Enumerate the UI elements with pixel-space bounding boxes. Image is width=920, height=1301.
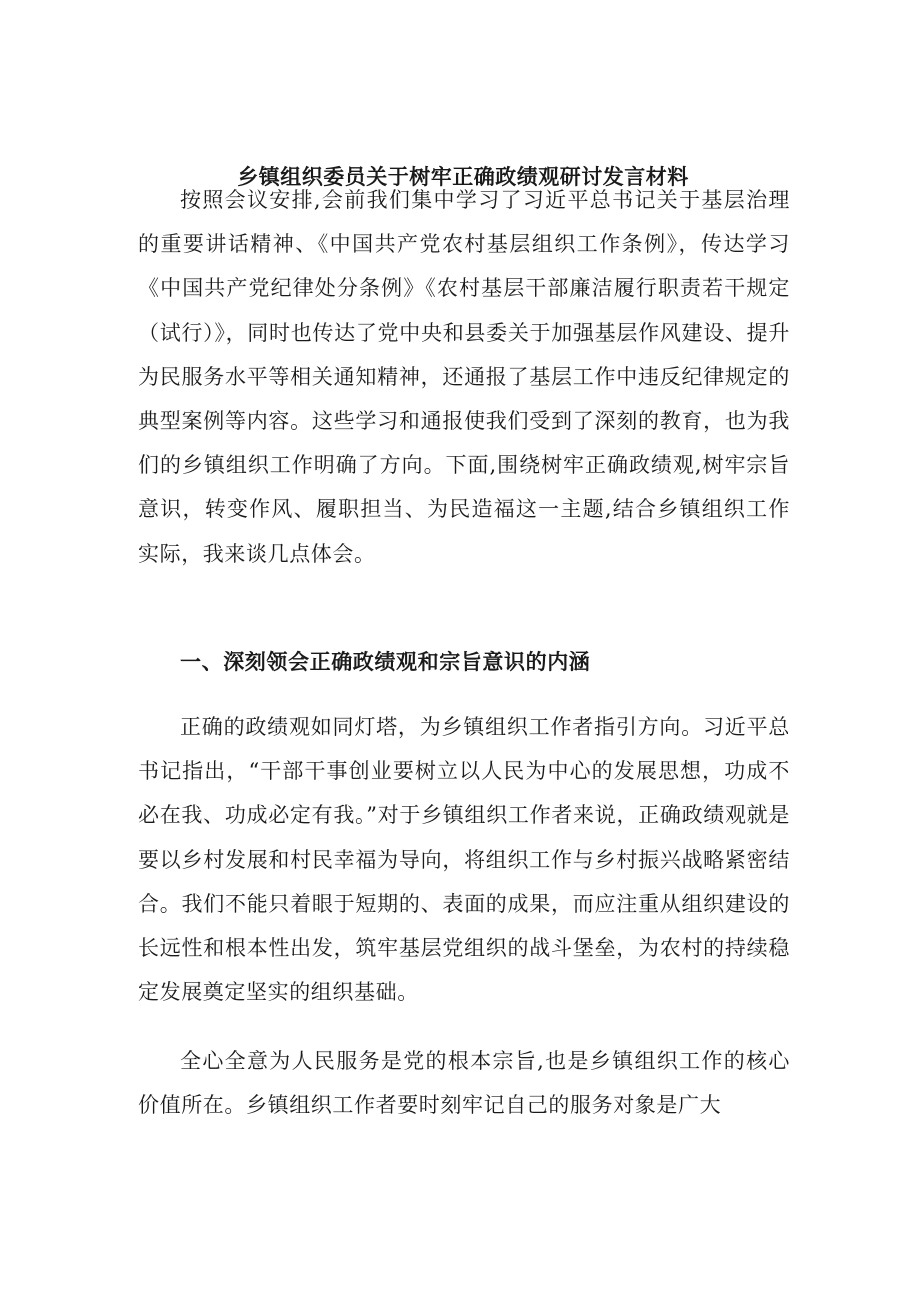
document-title: 乡镇组织委员关于树牢正确政绩观研讨发言材料 bbox=[237, 164, 689, 190]
section-heading: 一、深刻领会正确政绩观和宗旨意识的内涵 bbox=[180, 649, 591, 674]
section-paragraph-1: 正确的政绩观如同灯塔，为乡镇组织工作者指引方向。习近平总书记指出，“干部干事创业要树立以人民为中心的发展思想，功成不必在我、功成必定有我。”对于乡镇组织工作者来说，正确政绩观就是要以乡村发展和村民幸福为导向，将组织工作与乡村振兴战略紧密结合。我们不能只着眼于短期的、表面的成果，而应注重从组织建设的长远性和根本性出发，筑牢基层党组织的战斗堡垒，为农村的持续稳定发展奠定坚实的组织基础。 bbox=[138, 715, 790, 1005]
section-paragraph-2: 全心全意为人民服务是党的根本宗旨,也是乡镇组织工作的核心价值所在。乡镇组织工作者要时刻牢记自己的服务对象是广大 bbox=[138, 1049, 790, 1118]
intro-paragraph: 按照会议安排,会前我们集中学习了习近平总书记关于基层治理的重要讲话精神、《中国共产党农村基层组织工作条例》，传达学习《中国共产党纪律处分条例》《农村基层干部廉洁履行职责若干规定（试行）》，同时也传达了党中央和县委关于加强基层作风建设、提升为民服务水平等相关通知精神，还通报了基层工作中违反纪律规定的典型案例等内容。这些学习和通报使我们受到了深刻的教育，也为我们的乡镇组织工作明确了方向。下面,围绕树牢正确政绩观,树牢宗旨意识，转变作风、履职担当、为民造福这一主题,结合乡镇组织工作实际，我来谈几点体会。 bbox=[138, 188, 790, 566]
